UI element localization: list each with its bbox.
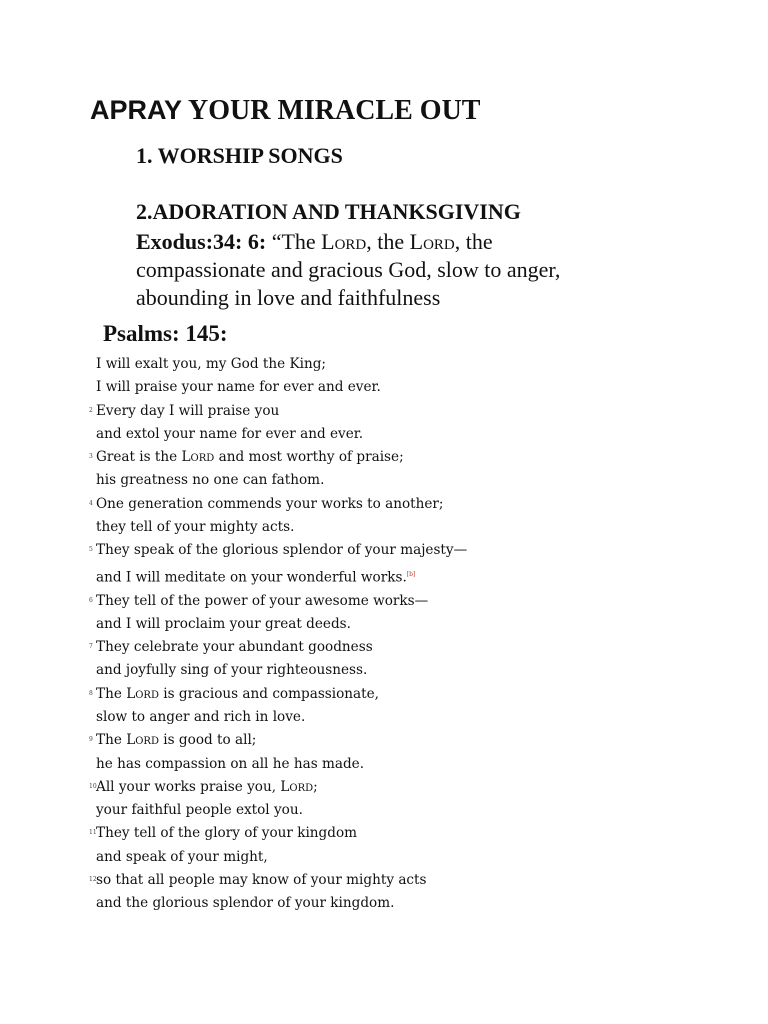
section-heading-adoration: 2.ADORATION AND THANKSGIVING: [136, 199, 521, 224]
verse-text: and I will meditate on your wonderful works.: [96, 569, 407, 586]
verse-text: They celebrate your abundant goodness: [96, 639, 373, 656]
psalm-verse-line: [88, 446, 467, 469]
psalm-verse-line: [88, 659, 467, 682]
title-part-b: YOUR MIRACLE OUT: [182, 95, 481, 126]
verse-number: 7: [89, 643, 93, 651]
verse-text: One generation commends your works to another;: [96, 495, 444, 512]
psalm-verse-line: [88, 753, 467, 776]
verse-text: and extol your name for ever and ever.: [96, 425, 364, 442]
psalm-verse-line: [88, 539, 467, 562]
verse-text: They tell of the power of your awesome works—: [96, 592, 429, 609]
verse-number: 5: [89, 546, 93, 554]
verse-text: and speak of your might,: [96, 848, 268, 865]
verse-text-prefix: Great is the L: [96, 449, 191, 466]
verse-text: They speak of the glorious splendor of your majesty—: [96, 542, 468, 559]
psalm-verse-line: [88, 590, 467, 613]
verse-text: your faithful people extol you.: [96, 802, 303, 819]
psalm-verse-line: [88, 683, 467, 706]
verse-text: They tell of the glory of your kingdom: [96, 825, 358, 842]
verse-text: they tell of your mighty acts.: [96, 519, 295, 536]
psalm-verse-line: [88, 376, 467, 399]
verse-text: slow to anger and rich in love.: [96, 708, 306, 725]
verse-text-prefix: The L: [96, 685, 136, 702]
psalm-verse-line: [88, 799, 467, 822]
psalm-verse-line: [88, 563, 467, 590]
psalm-verse-line: [88, 423, 467, 446]
verse-text: and I will proclaim your great deeds.: [96, 615, 351, 632]
psalm-verse-line: [88, 729, 467, 752]
verse-number: 12: [89, 876, 97, 884]
verse-text: ;: [313, 778, 318, 795]
verse-text-prefix: The L: [96, 732, 136, 749]
psalm-verse-line: [88, 353, 467, 376]
section-heading-worship-songs: 1. WORSHIP SONGS: [136, 143, 343, 168]
verse-number: 11: [89, 829, 97, 837]
footnote-marker[interactable]: [b]: [406, 570, 416, 578]
psalm-verse-line: [88, 493, 467, 516]
verse-text-prefix: All your works praise you, L: [96, 778, 290, 795]
verse-text: Every day I will praise you: [96, 402, 280, 419]
psalm-verse-line: [88, 400, 467, 423]
verse-text: he has compassion on all he has made.: [96, 755, 365, 772]
psalm-verse-list: [88, 353, 467, 916]
verse-number: 8: [89, 689, 93, 697]
verse-text: and the glorious splendor of your kingdom.: [96, 895, 395, 912]
psalm-verse-line: [88, 613, 467, 636]
verse-lord-smallcaps: ord: [135, 732, 159, 749]
verse-number: 2: [89, 406, 93, 414]
psalm-verse-line: [88, 846, 467, 869]
exodus-text-2: , the L: [366, 229, 424, 254]
psalm-verse-line: [88, 469, 467, 492]
exodus-text-3: , the compassionate and gracious God, slow to anger, abounding in love and faithfulness: [136, 229, 561, 310]
verse-text: is gracious and compassionate,: [158, 685, 379, 702]
psalm-verse-line: [88, 822, 467, 845]
verse-text: and most worthy of praise;: [214, 449, 404, 466]
verse-number: 6: [89, 596, 93, 604]
verse-text: is good to all;: [158, 732, 257, 749]
verse-text: his greatness no one can fathom.: [96, 472, 325, 489]
exodus-reference: Exodus:34: 6:: [136, 229, 267, 254]
verse-lord-smallcaps: ord: [190, 449, 215, 466]
verse-lord-smallcaps: ord: [135, 685, 159, 702]
verse-lord-smallcaps: ord: [289, 778, 314, 795]
psalm-verse-line: [88, 636, 467, 659]
page-title: [90, 92, 480, 125]
verse-number: 4: [89, 499, 93, 507]
psalm-verse-line: [88, 776, 467, 799]
psalm-verse-line: [88, 869, 467, 892]
psalm-verse-line: [88, 516, 467, 539]
exodus-lord-1: ord: [334, 229, 367, 254]
verse-number: 3: [89, 453, 93, 461]
title-part-a: APRAY: [90, 95, 183, 125]
verse-number: 10: [89, 782, 97, 790]
psalm-verse-line: [88, 706, 467, 729]
verse-number: 9: [89, 736, 93, 744]
exodus-lord-2: ord: [423, 229, 455, 254]
exodus-text-1: “The L: [266, 229, 335, 254]
verse-text: so that all people may know of your mighty acts: [96, 872, 427, 889]
psalm-verse-line: [88, 892, 467, 915]
verse-text: I will exalt you, my God the King;: [96, 356, 326, 372]
psalm-heading: Psalms: 145:: [103, 321, 228, 346]
exodus-passage: [136, 228, 576, 312]
verse-text: I will praise your name for ever and ever.: [96, 379, 381, 396]
verse-text: and joyfully sing of your righteousness.: [96, 662, 368, 679]
